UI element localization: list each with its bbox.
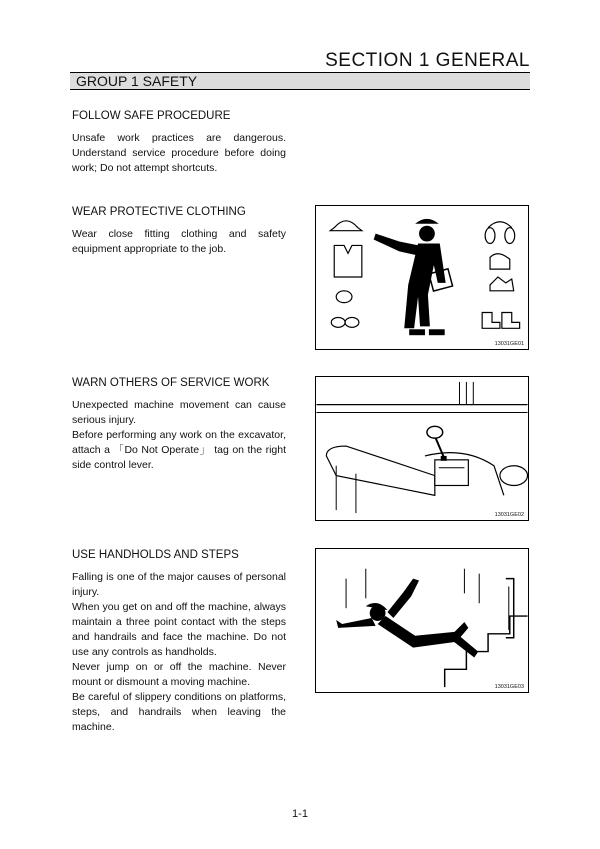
figure-label: 13031GE01 bbox=[494, 341, 524, 347]
protective-clothing-illustration bbox=[315, 205, 529, 350]
section-heading: USE HANDHOLDS AND STEPS bbox=[72, 549, 239, 561]
section-heading: WEAR PROTECTIVE CLOTHING bbox=[72, 206, 246, 218]
paragraph: Unsafe work practices are dangerous. Understand service procedure before doing work; Do not attempt shortcuts. bbox=[72, 132, 286, 174]
section-warn-others bbox=[72, 377, 286, 473]
worker-with-safety-gear-icon bbox=[316, 206, 528, 349]
page-number: 1-1 bbox=[292, 808, 308, 820]
section-wear-protective-clothing bbox=[72, 206, 286, 257]
section-body bbox=[72, 227, 286, 257]
paragraph: Unexpected machine movement can cause serious injury. bbox=[72, 399, 286, 426]
paragraph: Never jump on or off the machine. Never mount or dismount a moving machine. bbox=[72, 661, 286, 688]
paragraph: Wear close fitting clothing and safety equipment appropriate to the job. bbox=[72, 228, 286, 255]
paragraph: When you get on and off the machine, always maintain a three point contact with the steps and handrails and face the machine. Do not use any controls as handholds. bbox=[72, 601, 286, 658]
section-body bbox=[72, 131, 286, 176]
paragraph: Be careful of slippery conditions on platforms, steps, and handrails when leaving the machine. bbox=[72, 691, 286, 733]
section-body bbox=[72, 570, 286, 735]
control-lever-tag-illustration bbox=[315, 376, 529, 521]
falling-person-icon bbox=[316, 549, 528, 692]
figure-label: 13031GE02 bbox=[494, 512, 524, 518]
section-follow-safe-procedure bbox=[72, 110, 286, 176]
figure-label: 13031GE03 bbox=[494, 684, 524, 690]
do-not-operate-tag-icon bbox=[316, 377, 528, 520]
paragraph: Before performing any work on the excavator, attach a 「Do Not Operate」 tag on the right side control lever. bbox=[72, 429, 286, 471]
group-title-bar: GROUP 1 SAFETY bbox=[70, 73, 530, 90]
paragraph: Falling is one of the major causes of personal injury. bbox=[72, 571, 286, 598]
section-title: SECTION 1 GENERAL bbox=[325, 50, 530, 71]
section-heading: FOLLOW SAFE PROCEDURE bbox=[72, 110, 231, 122]
section-handholds-steps bbox=[72, 549, 286, 735]
section-heading: WARN OTHERS OF SERVICE WORK bbox=[72, 377, 270, 389]
section-body bbox=[72, 398, 286, 473]
falling-worker-illustration bbox=[315, 548, 529, 693]
